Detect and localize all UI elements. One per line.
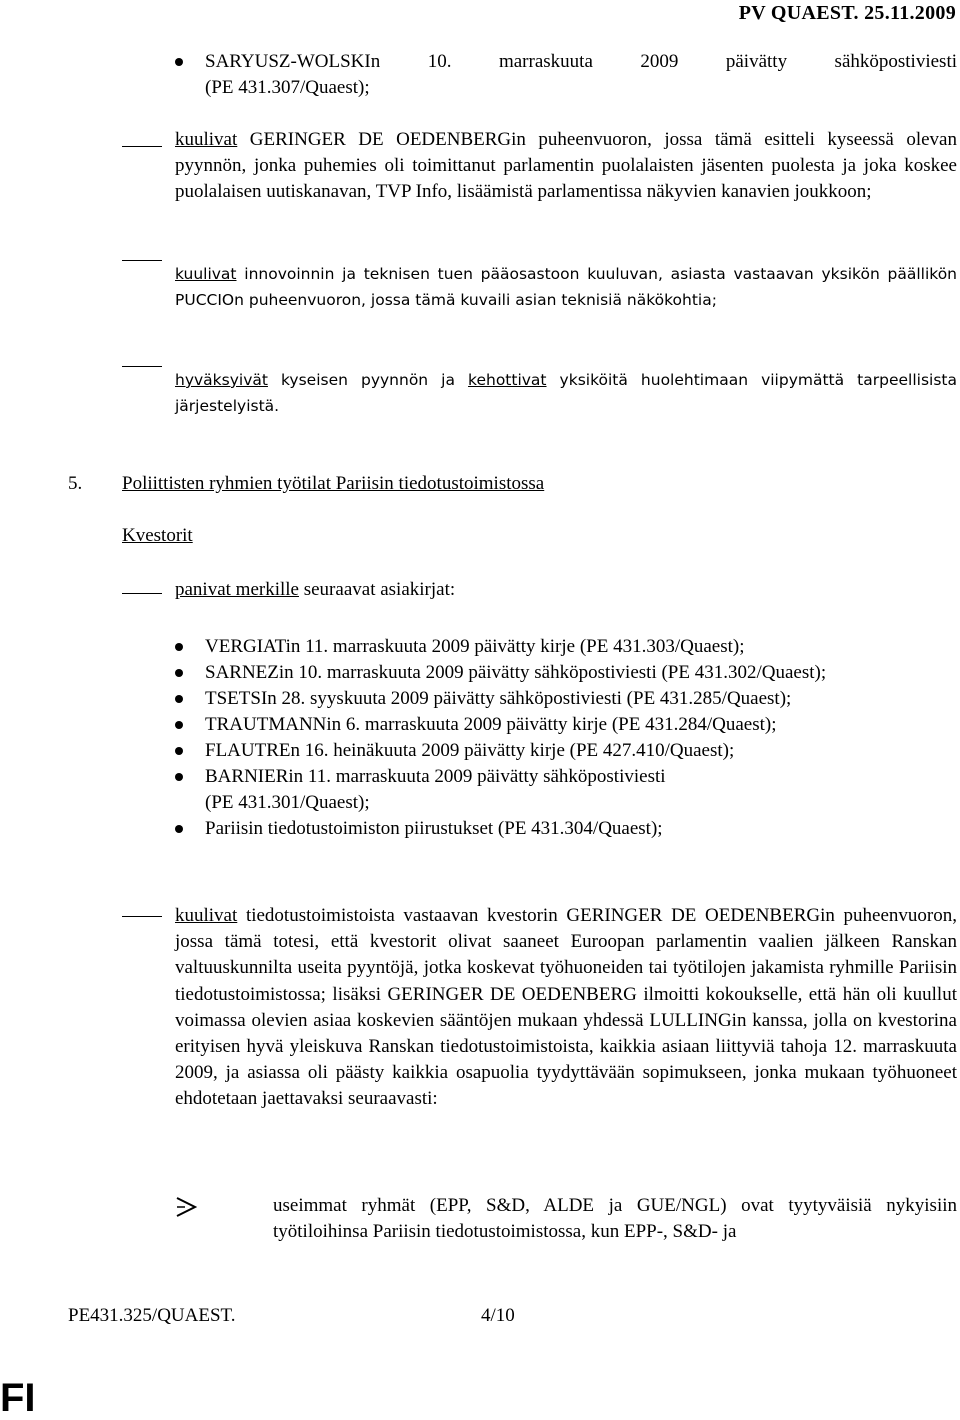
list-item	[175, 686, 957, 712]
bullet-dot-icon	[175, 643, 183, 651]
bullet-dot-icon	[175, 825, 183, 833]
list-item	[175, 712, 957, 738]
heard-quaestor-item	[175, 903, 957, 1113]
dash-item-3	[175, 367, 957, 419]
document-reference-header: PV QUAEST. 25.11.2009	[738, 2, 956, 24]
heard-quaestor-text: tiedotustoimistoista vastaavan kvestorin GERINGER DE OEDENBERGin puheenvuoron, jossa tämä totesi, että kvestorit olivat saaneet Euroopan parlamentin vaalien jälkeen Ranskan valtuuskunnilta useita pyyntöjä, jotka koskevat työhuoneiden tai työtilojen jakamista ryhmille Pariisin tiedotustoimistossa; lisäksi GERINGER DE OEDENBERG ilmoitti kokoukselle, että hän oli kuullut voimassa olevien asiaa koskevien sääntöjen mukaan yhdessä LULLINGin kanssa, jolla on kvestorina erityisen hyvä yleiskuva Ranskan tiedotustoimistoista, kaikkia asiaan liittyviä tahoja 12. marraskuuta 2009, ja asiassa oli päästy kaikkia osapuolia tyydyttävään sopimukseen, jonka mukaan työhuoneet ehdotetaan jaettavaksi seuraavasti:	[175, 905, 957, 1110]
dash-item-2-text: innovoinnin ja teknisen tuen pääosastoon kuuluvan, asiasta vastaavan yksikön päällikön PUCCIOn puheenvuoron, jossa tämä kuvaili asian teknisiä näkökohtia;	[175, 265, 957, 309]
bullet-dot-icon	[175, 695, 183, 703]
bullet-dot-icon	[175, 721, 183, 729]
section-subtitle: Kvestorit	[122, 525, 193, 546]
section-title: Poliittisten ryhmien työtilat Pariisin tiedotustoimistossa	[122, 473, 545, 494]
top-bullet-line1: SARYUSZ-WOLSKIn 10. marraskuuta 2009 päivätty sähköpostiviesti	[205, 51, 957, 72]
arrow-item: useimmat ryhmät (EPP, S&D, ALDE ja GUE/NGL) ovat tyytyväisiä nykyisiin työtiloihinsa Pariisin tiedotustoimistossa, kun EPP-, S&D- ja	[273, 1195, 957, 1242]
noted-verb: panivat merkille	[175, 579, 299, 600]
dash-item-1-text: GERINGER DE OEDENBERGin puheenvuoron, jossa tämä esitteli kyseessä olevan pyynnön, jonka puhemies oli toimittanut parlamentin puolalaisten jäsenten puolesta ja joka koskee puolalaisen uutiskanavan, TVP Info, lisäämistä parlamentissa näkyvien kanavien joukkoon;	[175, 129, 957, 202]
document-line: BARNIERin 11. marraskuuta 2009 päivätty sähköpostiviesti	[205, 766, 666, 787]
document-line: TSETSIn 28. syyskuuta 2009 päivätty sähköpostiviesti (PE 431.285/Quaest);	[205, 688, 792, 709]
list-item	[175, 634, 957, 660]
dash-icon	[122, 260, 162, 261]
dash-item-1	[175, 127, 957, 205]
dash-item-3-text: yksiköitä huolehtimaan viipymättä tarpeellisista järjestelyistä.	[175, 371, 957, 415]
bullet-dot-icon	[175, 773, 183, 781]
document-line: SARNEZin 10. marraskuuta 2009 päivätty sähköpostiviesti (PE 431.302/Quaest);	[205, 662, 827, 683]
dash-icon	[122, 593, 162, 594]
language-code: FI	[0, 1376, 36, 1420]
list-item	[175, 816, 957, 842]
footer-page-number: 4/10	[481, 1305, 515, 1326]
top-bullet-item	[205, 49, 957, 101]
bullet-dot-icon	[175, 669, 183, 677]
document-line: VERGIATin 11. marraskuuta 2009 päivätty kirje (PE 431.303/Quaest);	[205, 636, 745, 657]
list-item	[175, 764, 957, 816]
list-item	[175, 738, 957, 764]
dash-item-1-verb: kuulivat	[175, 129, 238, 150]
footer-doc-ref: PE431.325/QUAEST.	[68, 1305, 236, 1326]
document-line: TRAUTMANNin 6. marraskuuta 2009 päivätty kirje (PE 431.284/Quaest);	[205, 714, 777, 735]
dash-icon	[122, 366, 162, 367]
bullet-dot-icon	[175, 747, 183, 755]
dash-icon	[122, 146, 162, 147]
dash-item-3-verb: hyväksyivät	[175, 371, 268, 389]
bullet-dot-icon	[175, 58, 183, 66]
dash-item-3-verb2: kehottivat	[468, 371, 547, 389]
section-number: 5.	[68, 473, 83, 494]
noted-text: seuraavat asiakirjat:	[298, 579, 456, 600]
dash-item-2	[175, 261, 957, 313]
document-line: FLAUTREn 16. heinäkuuta 2009 päivätty kirje (PE 427.410/Quaest);	[205, 740, 735, 761]
heard-quaestor-verb: kuulivat	[175, 905, 238, 926]
top-bullet-line2: (PE 431.307/Quaest);	[205, 77, 370, 98]
document-line: Pariisin tiedotustoimiston piirustukset (PE 431.304/Quaest);	[205, 818, 663, 839]
list-item	[175, 660, 957, 686]
noted-item	[175, 577, 455, 603]
document-line-cont: (PE 431.301/Quaest);	[205, 792, 370, 813]
documents-list	[175, 634, 957, 842]
dash-item-2-verb: kuulivat	[175, 265, 237, 283]
dash-item-3-mid: kyseisen pyynnön ja	[267, 371, 469, 389]
dash-icon	[122, 916, 162, 917]
arrow-bullet-icon	[175, 1196, 197, 1218]
